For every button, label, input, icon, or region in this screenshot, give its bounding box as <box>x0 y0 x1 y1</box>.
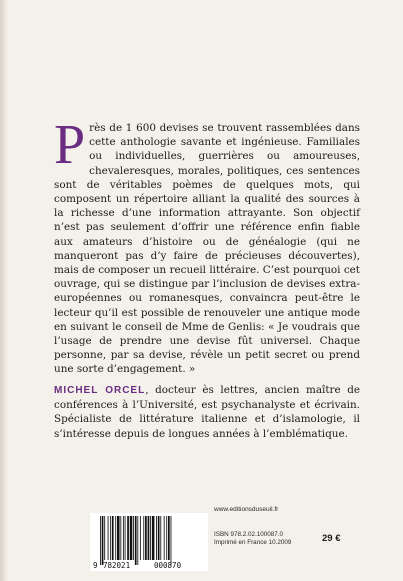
author-name: MICHEL ORCEL <box>54 385 146 396</box>
barcode-bar <box>123 516 124 560</box>
barcode-bar <box>166 516 167 560</box>
barcode-bar <box>133 516 134 560</box>
drop-cap: P <box>54 114 86 176</box>
barcode-bar <box>117 516 120 560</box>
barcode-bar <box>150 516 151 560</box>
barcode-bar <box>148 516 150 560</box>
barcode-digits-right: 000870 <box>154 561 182 570</box>
barcode-bar <box>100 516 101 565</box>
barcode-digit-first: 9 <box>93 561 98 570</box>
barcode-bar <box>168 516 170 560</box>
barcode-bar <box>120 516 121 560</box>
blurb-paragraph <box>54 114 360 377</box>
barcode-bar <box>164 516 165 560</box>
author-bio-text: , docteur ès lettres, ancien maître de conférences à l’Université, est psychanalyste et écrivain. Spécialiste de littérature italienne et d’islamologie, il s’intéresse depuis de longues années à l’emblématique. <box>54 384 360 440</box>
printed-in: Imprimé en France 10.2009 <box>214 539 292 546</box>
barcode-bar <box>140 516 141 560</box>
barcode-bar <box>137 516 138 565</box>
barcode-bar <box>125 516 126 560</box>
barcode-digits-left: 782021 <box>103 561 131 570</box>
isbn-number: ISBN 978.2.02.100087.0 <box>214 531 283 538</box>
barcode-bar <box>156 516 157 560</box>
barcode-bar <box>143 516 144 560</box>
barcode-bar <box>104 516 105 560</box>
barcode-bar <box>127 516 129 560</box>
spine-shadow <box>0 0 8 581</box>
barcode-bar <box>115 516 116 560</box>
barcode-bar <box>145 516 147 560</box>
blurb-text: rès de 1 600 devises se trouvent rassemblées dans cette anthologie savante et ingénieuse. Familiales ou individuelles, guerrières ou amoureuses, chevaleresques, morales, politiques, ces sentences sont de véritables poèmes de quelques mots, qui composent un répertoire alliant la qualité des sources à la richesse d’une information attrayante. Son objectif n’est pas seulement d’offrir une référence enfin fiable aux amateurs d’histoire ou de généalogie (qui ne manqueront pas d’y faire de précieuses découvertes), mais de composer un recueil littéraire. C’est pourquoi cet ouvrage, qui se distingue par l’inclusion de devises extra-européennes ou romanesques, convaincra peut-être le lecteur qu’il est possible de renouveler une antique mode en suivant le conseil de Mme de Genlis: « Je voudrais que l’usage de prendre une devise fût universel. Chaque personne, par sa devise, révèle un petit secret ou prend une sorte d’engagement. » <box>54 122 360 376</box>
barcode-bar <box>102 516 104 565</box>
barcode <box>90 513 208 571</box>
barcode-bar <box>152 516 155 560</box>
barcode-bar <box>130 516 133 560</box>
barcode-bar <box>160 516 161 560</box>
price: 29 € <box>322 533 341 544</box>
author-bio <box>54 383 360 441</box>
barcode-bar <box>171 516 172 565</box>
barcode-bar <box>135 516 137 565</box>
barcode-bar <box>158 516 160 560</box>
barcode-bar <box>110 516 111 560</box>
barcode-bar <box>108 516 109 560</box>
publisher-website: www.editionsduseuil.fr <box>214 506 279 513</box>
barcode-bar <box>112 516 114 560</box>
barcode-bars <box>100 516 171 565</box>
isbn-block <box>214 531 291 547</box>
